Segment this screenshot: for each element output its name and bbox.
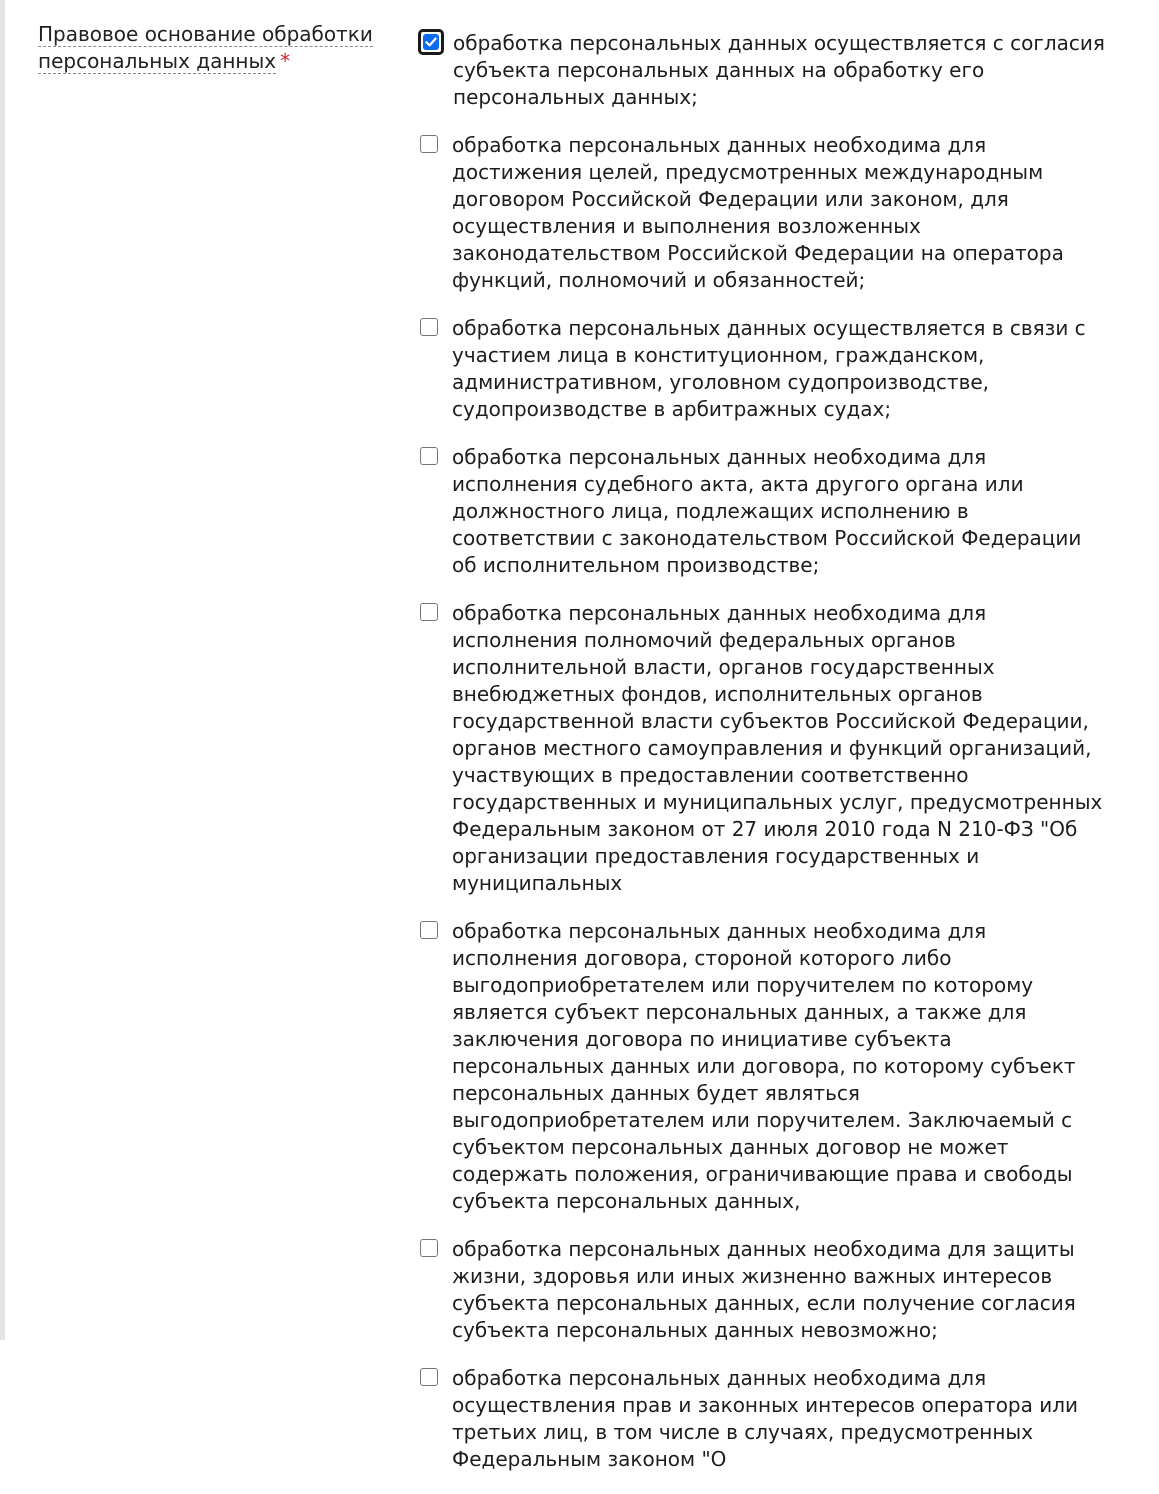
checkbox-option[interactable] xyxy=(418,30,1118,111)
checkbox-option-label: обработка персональных данных необходима для исполнения полномочий федеральных органов исполнительной власти, органов государственных внебюджетных фондов, исполнительных органов государственной власти субъектов Российской Федерации, органов местного самоуправления и функций организаций, участвующих в предоставлении соответственно государственных и муниципальных услуг, предусмотренных Федеральным законом от 27 июля 2010 года N 210-ФЗ "Об организации предоставления государственных и муниципальных xyxy=(452,601,1103,895)
checkbox-unchecked[interactable] xyxy=(420,603,438,621)
checkbox-option[interactable] xyxy=(418,600,1118,897)
checkbox-option-label: обработка персональных данных необходима для достижения целей, предусмотренных международным договором Российской Федерации или законом, для осуществления и выполнения возложенных законодательством Российской Федерации на оператора функций, полномочий и обязанностей; xyxy=(452,133,1064,292)
checkbox-unchecked[interactable] xyxy=(420,921,438,939)
checkbox-unchecked[interactable] xyxy=(420,447,438,465)
checkbox-unchecked[interactable] xyxy=(420,318,438,336)
checkbox-option[interactable] xyxy=(418,132,1118,294)
checkbox-option-label: обработка персональных данных осуществляется с согласия субъекта персональных данных на обработку его персональных данных; xyxy=(453,31,1105,109)
field-label-line-2: персональных данных xyxy=(38,49,277,73)
checkbox-option[interactable] xyxy=(418,1365,1118,1473)
legal-basis-field xyxy=(5,0,1159,1471)
checkbox-unchecked[interactable] xyxy=(420,135,438,153)
checkbox-group xyxy=(418,30,1118,1494)
checkbox-option[interactable] xyxy=(418,1236,1118,1344)
field-label xyxy=(38,21,378,75)
checkbox-option-label: обработка персональных данных необходима для защиты жизни, здоровья или иных жизненно важных интересов субъекта персональных данных, если получение согласия субъекта персональных данных невозможно; xyxy=(452,1237,1076,1342)
checkbox-option-label: обработка персональных данных необходима для осуществления прав и законных интересов оператора или третьих лиц, в том числе в случаях, предусмотренных Федеральным законом "О xyxy=(452,1366,1079,1471)
checkmark-icon xyxy=(423,34,439,50)
checkbox-option[interactable] xyxy=(418,918,1118,1215)
checkbox-option[interactable] xyxy=(418,444,1118,579)
checkbox-option-label: обработка персональных данных необходима для исполнения договора, стороной которого либо выгодоприобретателем или поручителем по которому является субъект персональных данных, а также для заключения договора по инициативе субъекта персональных данных или договора, по которому субъект персональных данных будет являться выгодоприобретателем или поручителем. Заключаемый с субъектом персональных данных договор не может содержать положения, ограничивающие права и свободы субъекта персональных данных, xyxy=(452,919,1076,1213)
required-marker: * xyxy=(280,49,291,73)
checkbox-option[interactable] xyxy=(418,315,1118,423)
checkbox-unchecked[interactable] xyxy=(420,1239,438,1257)
checkbox-checked[interactable] xyxy=(418,29,444,55)
checkbox-option-label: обработка персональных данных осуществляется в связи с участием лица в конституционном, гражданском, административном, уголовном судопроизводстве, судопроизводстве в арбитражных судах; xyxy=(452,316,1086,421)
checkbox-unchecked[interactable] xyxy=(420,1368,438,1386)
field-label-line-1: Правовое основание обработки xyxy=(38,22,373,46)
checkbox-option-label: обработка персональных данных необходима для исполнения судебного акта, акта другого органа или должностного лица, подлежащих исполнению в соответствии с законодательством Российской Федерации об исполнительном производстве; xyxy=(452,445,1082,577)
